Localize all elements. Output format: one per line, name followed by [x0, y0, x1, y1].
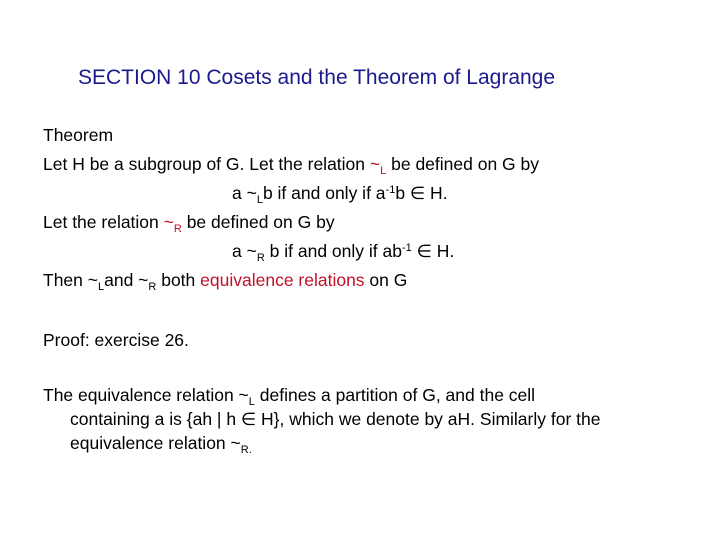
text: be defined on G by — [386, 154, 539, 174]
theorem-line-5: Then $\sim_Land$ $\sim_R$ both equivalence relations on G — [43, 270, 408, 293]
remark-line-2: containing a is {ah | h ∈ H}, which we denote by aH. Similarly for the — [70, 409, 601, 429]
theorem-line-4: a $\sim_R$ b if and only if $ab^{-1}$ ∈ H. — [232, 241, 455, 264]
theorem-line-3: Let the relation $\sim_R$ be defined on G by — [43, 212, 335, 235]
proof-line: Proof: exercise 26. — [43, 330, 189, 350]
equivalence-relations-emphasis: equivalence relations — [200, 270, 365, 290]
text: Let H be a subgroup of G. Let the relation — [43, 154, 370, 174]
theorem-line-2: a $\sim_Lb$ if and only if $a^{-1}b$ ∈ H. — [232, 183, 448, 206]
slide-title: SECTION 10 Cosets and the Theorem of Lagrange — [78, 66, 556, 89]
theorem-heading: Theorem — [43, 125, 114, 145]
relation-R: $\sim_R$ — [163, 212, 182, 235]
relation-L: $\sim_L$ — [369, 154, 387, 177]
theorem-line-1 — [43, 153, 539, 175]
remark-line-1: The equivalence relation $\sim_L$ defines a partition of G, and the cell — [43, 385, 536, 408]
remark-line-3: equivalence relation $\sim_{R.}$ — [70, 433, 252, 456]
